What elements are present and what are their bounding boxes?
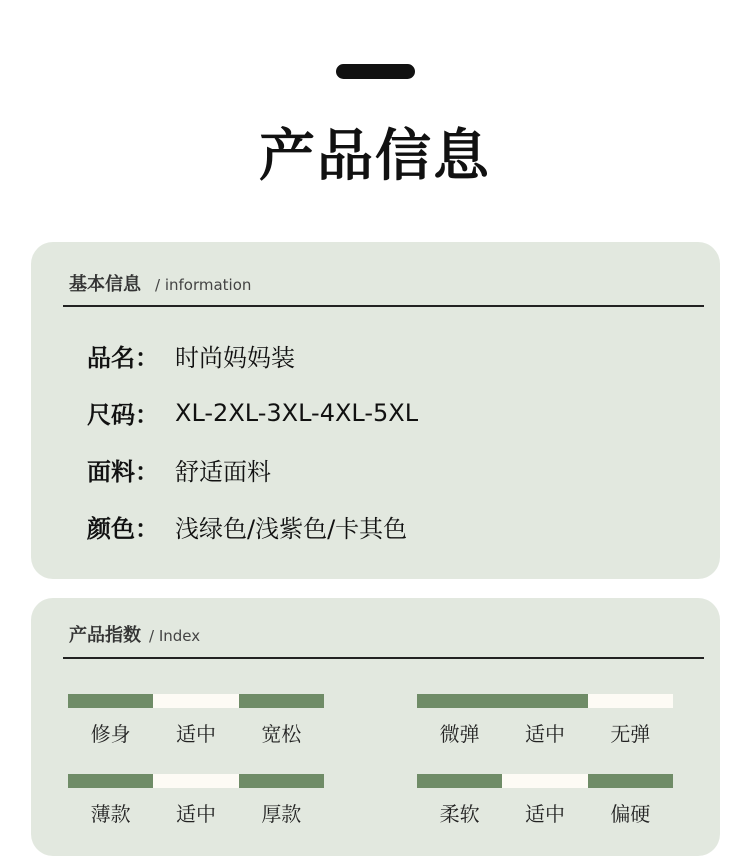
gauge-segment — [68, 774, 153, 788]
gauge-label: 宽松 — [261, 722, 302, 746]
gauge-track — [417, 774, 673, 788]
gauge-label: 微弹 — [439, 722, 480, 746]
info-key: 面料： — [87, 458, 159, 486]
info-value: 舒适面料 — [175, 458, 271, 486]
gauge-label: 偏硬 — [610, 802, 651, 826]
info-key: 尺码： — [87, 401, 159, 429]
gauge-label: 修身 — [90, 722, 131, 746]
product-index-panel — [31, 598, 720, 856]
gauge-label: 柔软 — [439, 802, 480, 826]
gauge-segment — [417, 694, 502, 708]
info-value: XL-2XL-3XL-4XL-5XL — [175, 398, 419, 427]
product-index-divider — [63, 657, 704, 659]
product-index-subtitle: / Index — [149, 627, 201, 645]
gauge-label: 适中 — [175, 722, 216, 746]
basic-info-subtitle: / information — [155, 276, 252, 294]
gauge-labels — [417, 798, 673, 827]
basic-info-panel — [31, 242, 720, 579]
elasticity-gauge — [417, 694, 673, 747]
gauge-label: 适中 — [524, 802, 565, 826]
gauge-labels — [68, 718, 324, 747]
page-title: 产品信息 — [259, 124, 491, 189]
info-row-name — [87, 338, 295, 373]
info-row-color — [87, 509, 407, 544]
gauge-segment — [417, 774, 502, 788]
product-index-header — [69, 621, 200, 647]
basic-info-header — [69, 270, 251, 296]
info-row-size — [87, 395, 418, 430]
info-value: 时尚妈妈装 — [175, 344, 295, 372]
gauge-segment — [239, 774, 324, 788]
gauge-labels — [417, 718, 673, 747]
gauge-segment — [588, 694, 673, 708]
gauge-label: 适中 — [524, 722, 565, 746]
info-value: 浅绿色/浅紫色/卡其色 — [175, 515, 408, 543]
gauge-segment — [153, 694, 238, 708]
product-index-title: 产品指数 — [69, 625, 141, 646]
thickness-gauge — [68, 774, 324, 827]
gauge-segment — [153, 774, 238, 788]
gauge-label: 薄款 — [90, 802, 131, 826]
info-key: 颜色： — [87, 515, 159, 543]
header-decorative-bar — [336, 64, 415, 79]
gauge-track — [417, 694, 673, 708]
info-row-fabric — [87, 452, 271, 487]
gauge-segment — [588, 774, 673, 788]
gauge-segment — [502, 694, 587, 708]
fit-gauge — [68, 694, 324, 747]
gauge-segment — [502, 774, 587, 788]
gauge-track — [68, 694, 324, 708]
gauge-label: 无弹 — [610, 722, 651, 746]
gauge-label: 厚款 — [261, 802, 302, 826]
gauge-label: 适中 — [175, 802, 216, 826]
gauge-labels — [68, 798, 324, 827]
basic-info-title: 基本信息 — [69, 274, 141, 295]
basic-info-divider — [63, 305, 704, 307]
gauge-track — [68, 774, 324, 788]
gauge-segment — [239, 694, 324, 708]
gauge-segment — [68, 694, 153, 708]
info-key: 品名： — [87, 344, 159, 372]
softness-gauge — [417, 774, 673, 827]
